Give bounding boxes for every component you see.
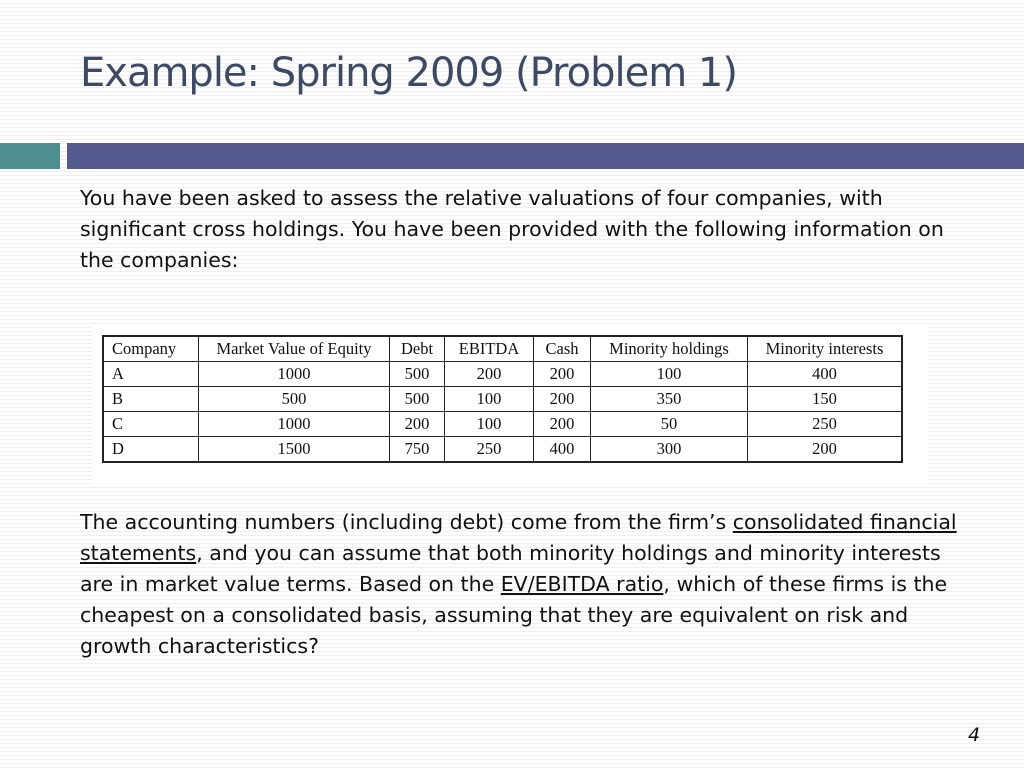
- consolidated-financial-statements-term: consolidated financial statements: [80, 510, 957, 565]
- cell-minority-holdings: 300: [591, 437, 748, 463]
- cell-minority-interests: 200: [748, 437, 903, 463]
- cell-debt: 500: [390, 387, 445, 412]
- header-minority-holdings: Minority holdings: [591, 336, 748, 362]
- cell-market-value-of-equity: 1500: [199, 437, 390, 463]
- question-paragraph: [80, 507, 970, 662]
- header-ebitda: EBITDA: [445, 336, 534, 362]
- table-header-row: [103, 336, 902, 362]
- header-market-value-of-equity: Market Value of Equity: [199, 336, 390, 362]
- cell-market-value-of-equity: 1000: [199, 362, 390, 387]
- cell-ebitda: 250: [445, 437, 534, 463]
- slide-title: Example: Spring 2009 (Problem 1): [80, 50, 737, 96]
- intro-paragraph: You have been asked to assess the relative valuations of four companies, with significant cross holdings. You have been provided with the following information on the companies:: [80, 186, 944, 272]
- question-text-part-3: , which of these firms is the cheapest on a consolidated basis, assuming that they are equivalent on risk and growth characteristics?: [80, 572, 948, 658]
- cell-minority-interests: 250: [748, 412, 903, 437]
- company-data-table: [102, 335, 903, 463]
- cell-minority-holdings: 350: [591, 387, 748, 412]
- table-row: [103, 362, 902, 387]
- table-container: [92, 326, 928, 486]
- cell-cash: 200: [534, 387, 591, 412]
- cell-minority-holdings: 100: [591, 362, 748, 387]
- cell-ebitda: 100: [445, 412, 534, 437]
- cell-debt: 500: [390, 362, 445, 387]
- cell-minority-interests: 150: [748, 387, 903, 412]
- cell-cash: 400: [534, 437, 591, 463]
- question-text-part-1: The accounting numbers (including debt) come from the firm’s: [80, 510, 733, 534]
- title-accent-block: [0, 143, 60, 169]
- cell-company: A: [103, 362, 199, 387]
- cell-company: C: [103, 412, 199, 437]
- cell-company: D: [103, 437, 199, 463]
- header-minority-interests: Minority interests: [748, 336, 903, 362]
- table-row: [103, 437, 902, 463]
- cell-market-value-of-equity: 500: [199, 387, 390, 412]
- header-company: Company: [103, 336, 199, 362]
- cell-company: B: [103, 387, 199, 412]
- title-divider-bar: [67, 143, 1024, 169]
- ev-ebitda-ratio-term: EV/EBITDA ratio: [500, 572, 664, 596]
- cell-minority-holdings: 50: [591, 412, 748, 437]
- cell-ebitda: 100: [445, 387, 534, 412]
- table-row: [103, 412, 902, 437]
- cell-minority-interests: 400: [748, 362, 903, 387]
- header-cash: Cash: [534, 336, 591, 362]
- header-debt: Debt: [390, 336, 445, 362]
- cell-market-value-of-equity: 1000: [199, 412, 390, 437]
- cell-cash: 200: [534, 362, 591, 387]
- table-row: [103, 387, 902, 412]
- cell-ebitda: 200: [445, 362, 534, 387]
- question-text-part-2: , and you can assume that both minority holdings and minority interests are in market value terms. Based on the: [80, 541, 941, 596]
- cell-debt: 750: [390, 437, 445, 463]
- page-number: 4: [968, 724, 981, 746]
- cell-debt: 200: [390, 412, 445, 437]
- cell-cash: 200: [534, 412, 591, 437]
